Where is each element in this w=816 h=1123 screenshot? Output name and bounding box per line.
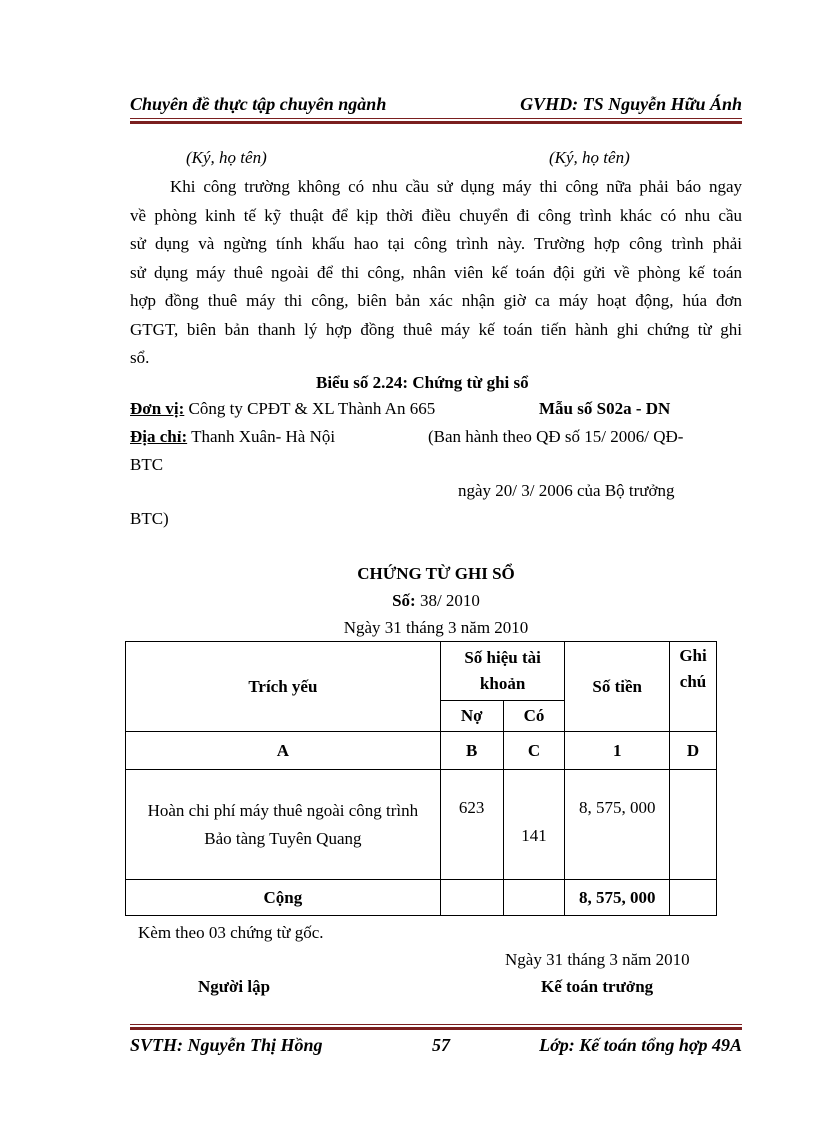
total-amount: 8, 575, 000 [565,880,670,916]
header-right: GVHD: TS Nguyễn Hữu Ánh [520,94,742,114]
total-debit-empty [440,880,503,916]
voucher-number [130,587,742,615]
row-note [670,770,717,880]
paragraph-line: sử dụng và ngừng tính khấu hao tại công trình này. Trường hợp công trình phải [130,234,742,253]
col-debit-header: Nợ [440,701,503,732]
total-note-empty [670,880,717,916]
paragraph-line: sử dụng máy thuê ngoài để thi công, nhân viên kế toán đội gửi về phòng kế toán [130,262,742,282]
footer-page-number: 57 [432,1035,450,1055]
row-amount: 8, 575, 000 [565,770,670,880]
sign-date: Ngày 31 tháng 3 năm 2010 [505,950,690,969]
unit-line [130,395,435,423]
table-code-row [126,732,717,770]
col-amount-header: Số tiền [565,642,670,732]
form-caption: Biểu số 2.24: Chứng từ ghi sổ [316,373,529,392]
address-line [130,423,335,451]
table-total-row [126,880,717,916]
table-row [126,770,717,880]
address-label: Địa chỉ: [130,427,188,446]
row-description [126,770,441,880]
col-description-header: Trích yếu [126,642,441,732]
chief-accountant-label: Kế toán trưởng [541,977,654,996]
decision-line-2: BTC [130,455,164,474]
code-c: C [503,732,565,770]
table-header-row [126,642,717,701]
decision-line-3: ngày 20/ 3/ 2006 của Bộ trưởng [458,481,675,500]
signature-left: (Ký, họ tên) [186,148,267,167]
col-account-header: Số hiệu tài khoản [440,642,565,701]
body-paragraph [130,173,742,373]
code-b: B [440,732,503,770]
col-credit-header: Có [503,701,565,732]
code-1: 1 [565,732,670,770]
total-label: Cộng [126,880,441,916]
unit-label: Đơn vị: [130,399,185,418]
address-value: Thanh Xuân- Hà Nội [191,427,336,446]
voucher-number-label: Số: [392,591,416,610]
paragraph-line: GTGT, biên bản thanh lý hợp đồng thuê máy kế toán tiến hành ghi chứng từ ghi [130,319,742,339]
row-debit: 623 [440,770,503,880]
code-d: D [670,732,717,770]
attachments-note: Kèm theo 03 chứng từ gốc. [138,923,324,942]
code-a: A [126,732,441,770]
decision-line-1: (Ban hành theo QĐ số 15/ 2006/ QĐ- [428,427,684,446]
voucher-date: Ngày 31 tháng 3 năm 2010 [343,618,529,637]
footer-student: SVTH: Nguyễn Thị Hồng [130,1035,323,1055]
voucher-title: CHỨNG TỪ GHI SỔ [357,564,515,583]
row-credit: 141 [503,770,565,880]
preparer-label: Người lập [198,977,271,996]
footer-rule-thin [130,1024,742,1025]
header-rule-thick [130,121,742,124]
signature-right: (Ký, họ tên) [549,148,630,167]
unit-value: Công ty CPĐT & XL Thành An 665 [188,399,436,418]
footer-rule-thick [130,1027,742,1030]
total-credit-empty [503,880,565,916]
voucher-table [125,641,717,916]
row-description-line-2: Bảo tàng Tuyên Quang [204,828,362,848]
decision-line-4: BTC) [130,509,169,528]
paragraph-line: Khi công trường không có nhu cầu sử dụng máy thi công nữa phải báo ngay [170,177,742,196]
header-left: Chuyên đề thực tập chuyên ngành [130,94,387,114]
paragraph-line: về phòng kinh tế kỹ thuật để kịp thời điều chuyển đi công trình khác có nhu cầu [130,205,742,225]
paragraph-line: sổ. [130,348,150,367]
row-description-line-1: Hoàn chi phí máy thuê ngoài công trình [147,800,419,820]
footer-class: Lớp: Kế toán tổng hợp 49A [539,1035,742,1055]
form-code: Mẫu số S02a - DN [539,399,671,418]
header-rule-thin [130,118,742,119]
col-note-header: Ghi chú [670,642,717,732]
paragraph-line: hợp đồng thuê máy thi công, biên bản xác nhận giờ ca máy hoạt động, húa đơn [130,291,742,310]
voucher-number-value: 38/ 2010 [419,591,480,610]
